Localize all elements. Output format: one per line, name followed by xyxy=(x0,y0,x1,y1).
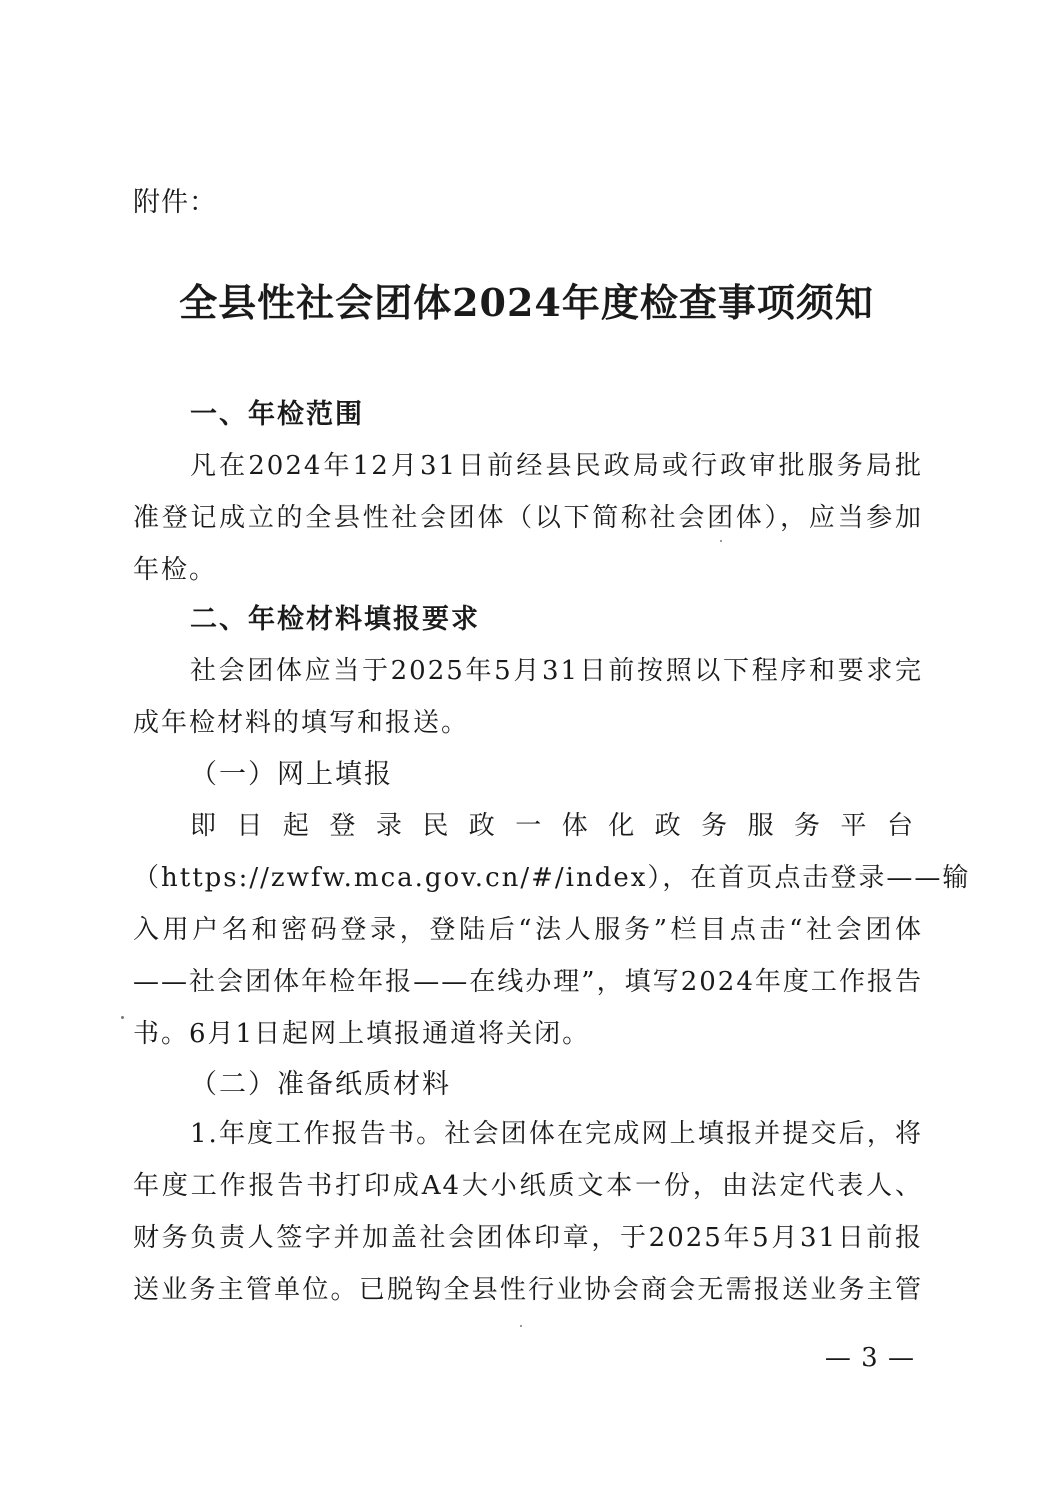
sub2-line: 1.年度工作报告书。社会团体在完成网上填报并提交后，将 xyxy=(190,1119,923,1149)
sub2-line: 年度工作报告书打印成A4大小纸质文本一份，由法定代表人、 xyxy=(133,1171,923,1201)
sub2-line: 送业务主管单位。已脱钩全县性行业协会商会无需报送业务主管 xyxy=(133,1275,923,1305)
section1-line: 准登记成立的全县性社会团体（以下简称社会团体），应当参加 xyxy=(133,503,923,533)
sub1-paragraph xyxy=(133,800,971,1060)
scan-speck xyxy=(121,1016,124,1019)
sub1-line: ——社会团体年检年报——在线办理”，填写2024年度工作报告 xyxy=(133,967,923,997)
sub2-paragraph xyxy=(133,1108,923,1316)
sub2-heading: （二）准备纸质材料 xyxy=(190,1069,451,1100)
page-number: — 3 — xyxy=(824,1343,915,1373)
scan-speck xyxy=(720,540,722,542)
section1-line: 年检。 xyxy=(133,555,218,585)
sub2-line: 财务负责人签字并加盖社会团体印章，于2025年5月31日前报 xyxy=(133,1223,923,1253)
sub1-line: 入用户名和密码登录，登陆后“法人服务”栏目点击“社会团体 xyxy=(133,915,923,945)
section2-paragraph xyxy=(133,645,923,749)
sub1-line: 即日起登录民政一体化政务服务平台 xyxy=(190,811,923,841)
section2-heading: 二、年检材料填报要求 xyxy=(190,604,480,635)
section1-line: 凡在2024年12月31日前经县民政局或行政审批服务局批 xyxy=(190,451,923,481)
section2-line: 成年检材料的填写和报送。 xyxy=(133,708,470,738)
scan-speck xyxy=(520,1325,522,1327)
section1-heading: 一、年检范围 xyxy=(190,399,364,430)
section2-line: 社会团体应当于2025年5月31日前按照以下程序和要求完 xyxy=(190,656,923,686)
sub1-line: （https://zwfw.mca.gov.cn/#/index），在首页点击登录——输 xyxy=(133,863,971,893)
sub1-line: 书。6月1日起网上填报通道将关闭。 xyxy=(133,1019,591,1049)
attachment-label: 附件： xyxy=(133,187,217,218)
section1-paragraph xyxy=(133,440,923,596)
sub1-heading: （一）网上填报 xyxy=(190,759,393,790)
document-title: 全县性社会团体2024年度检查事项须知 xyxy=(179,280,874,325)
